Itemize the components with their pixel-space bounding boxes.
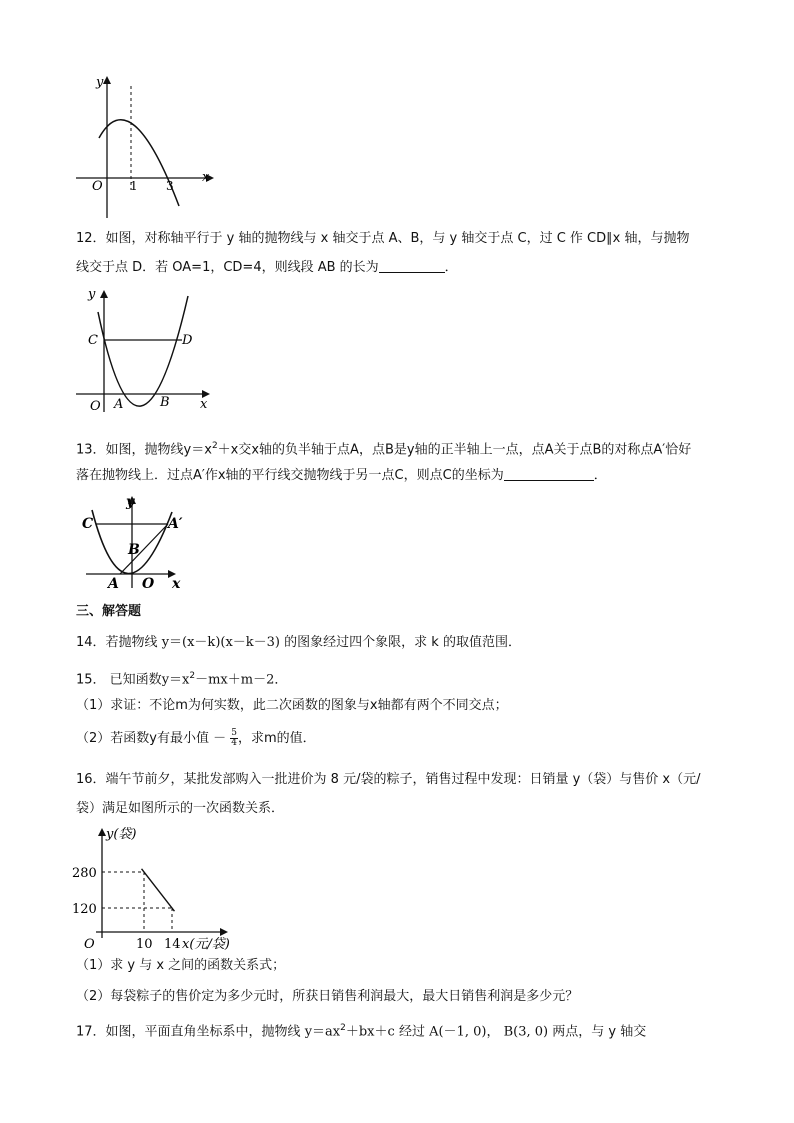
origin-label: O <box>84 937 95 950</box>
q17-line1: 17．如图，平面直角坐标系中，抛物线 $y=ax^2+bx+c$ 经过 A(－1, 0)， B(3, 0) 两点，与 y 轴交 <box>76 1023 647 1040</box>
y-tick-label: 280 <box>72 866 97 881</box>
series-line <box>142 869 175 911</box>
q14-formula: y＝(x－k)(x－k－3) <box>161 635 281 650</box>
answer-blank-q13 <box>504 468 594 481</box>
label-C: C <box>88 333 98 348</box>
label-y: y <box>126 494 135 510</box>
q12-line2: 线交于点 D．若 OA=1，CD=4，则线段 AB 的长为 ． <box>76 260 458 275</box>
label-B: B <box>128 542 140 558</box>
y-axis-arrow <box>98 828 106 836</box>
origin-label: O <box>92 179 103 194</box>
q16-line1: 16．端午节前夕，某批发部购入一批进价为 8 元/袋的粽子，销售过程中发现：日销量 y（袋）与售价 x（元/ <box>76 772 701 787</box>
fraction-5-4: $\frac{5}{4}$ <box>231 728 237 748</box>
q15-part1: （1）求证：不论m为何实数，此二次函数的图象与x轴都有两个不同交点； <box>76 698 508 713</box>
label-D: D <box>182 333 193 348</box>
axis-label-y: y <box>96 75 104 90</box>
tick-label-1: 1 <box>130 179 138 193</box>
q16-part1: （1）求 y 与 x 之间的函数关系式； <box>76 958 286 973</box>
x-tick-label: 10 <box>136 937 153 950</box>
label-B: B <box>160 395 170 410</box>
label-C: C <box>82 516 94 532</box>
q15-stem: 15． 已知函数$y=x^2-mx+m-2$． <box>76 671 288 688</box>
q13-line1: 13．如图，抛物线$y=x^2+x$交x轴的负半轴于点A，点B是y轴的正半轴上一点，点A关于点B的对称点A′恰好 <box>76 441 692 458</box>
q16-line-chart <box>70 822 240 950</box>
x-axis-arrow <box>220 928 228 936</box>
y-axis-label: y(袋) <box>106 827 137 842</box>
top-parabola-graph <box>74 72 214 220</box>
label-A: A <box>114 397 124 412</box>
q12-line2-text: 线交于点 D．若 OA=1，CD=4，则线段 AB 的长为 <box>76 260 379 275</box>
q13-line2: 落在抛物线上．过点A′作x轴的平行线交抛物线于另一点C，则点C的坐标为 ． <box>76 468 607 483</box>
tick-label-3: 3 <box>166 179 174 193</box>
parabola-curve <box>99 120 179 206</box>
label-A: A <box>108 576 119 592</box>
q15-part2: （2）若函数y有最小值 － $\frac{5}{4}$ ，求m的值． <box>76 728 316 748</box>
q12-graph <box>76 284 216 416</box>
q14: 14．若抛物线 y＝(x－k)(x－k－3) 的图象经过四个象限，求 k 的取值范围． <box>76 635 521 650</box>
q16-part2: （2）每袋粽子的售价定为多少元时，所获日销售利润最大，最大日销售利润是多少元？ <box>76 989 579 1004</box>
label-A-prime: A′ <box>168 516 183 532</box>
label-x: x <box>200 397 208 412</box>
axis-label-x: x <box>202 170 210 185</box>
q13-graph <box>80 492 190 592</box>
y-tick-label: 120 <box>72 902 97 917</box>
x-axis-label: x(元/袋) <box>182 937 230 950</box>
q12-line1: 12．如图，对称轴平行于 y 轴的抛物线与 x 轴交于点 A、B，与 y 轴交于点 C，过 C 作 CD∥x 轴，与抛物 <box>76 231 690 246</box>
section-title: 三、解答题 <box>76 604 142 619</box>
q16-line2: 袋）满足如图所示的一次函数关系． <box>76 801 285 816</box>
label-O: O <box>90 399 101 414</box>
answer-blank-q12 <box>379 260 445 273</box>
x-tick-label: 14 <box>164 937 181 950</box>
parabola-curve <box>98 296 188 406</box>
label-O: O <box>142 576 155 592</box>
label-y: y <box>88 287 96 302</box>
label-x: x <box>172 576 181 592</box>
